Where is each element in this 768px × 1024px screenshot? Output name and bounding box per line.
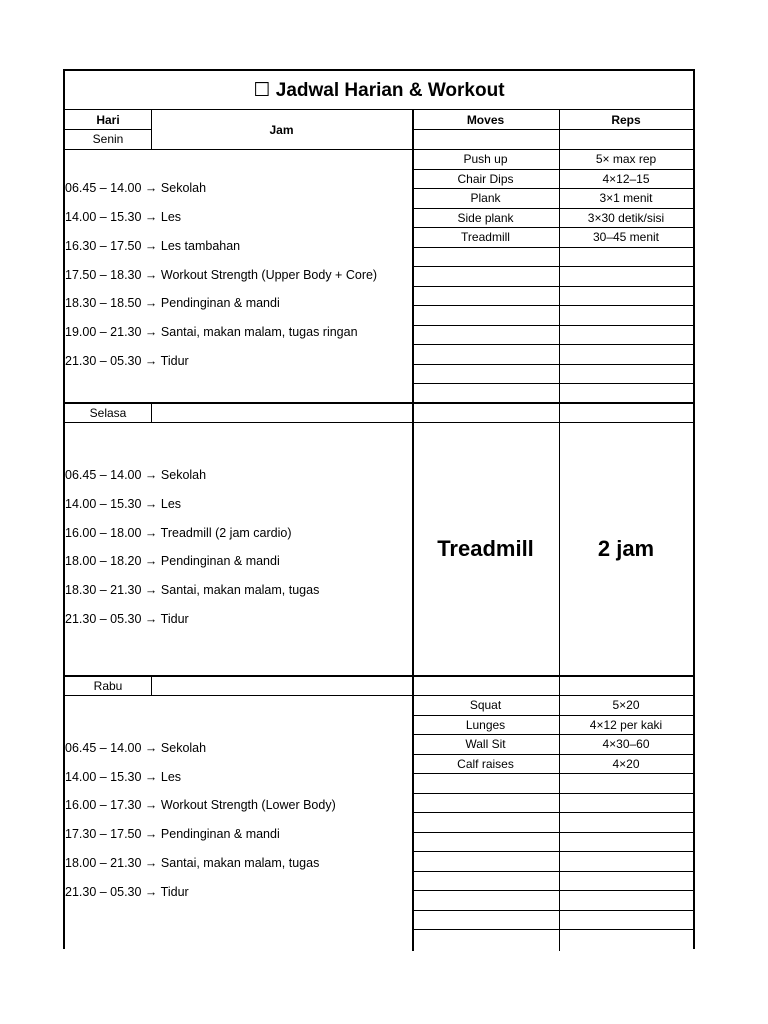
rule [65,402,693,404]
day-rabu: Rabu [93,678,123,693]
schedule-line: 06.45 – 14.00 → Sekolah [65,741,207,755]
reps-cell: 4×20 [612,756,640,771]
day-senin: Senin [92,132,124,146]
rule [412,208,693,209]
schedule-line: 06.45 – 14.00 → Sekolah [65,468,207,482]
move-cell: Push up [463,152,508,166]
move-cell: Plank [470,191,501,205]
big-move: Treadmill [437,536,534,561]
rule [412,188,693,189]
schedule-line: 14.00 – 15.30 → Les [65,210,182,224]
move-cell: Side plank [457,210,514,225]
rule [412,812,693,813]
rule [412,227,693,228]
header-reps: Reps [611,112,641,127]
rule [412,364,693,365]
divider-hari [151,403,152,422]
schedule-line: 18.00 – 18.20 → Pendinginan & mandi [65,554,280,568]
rule [412,832,693,833]
schedule-line: 06.45 – 14.00 → Sekolah [65,181,207,195]
schedule-line: 16.00 – 18.00 → Treadmill (2 jam cardio) [65,526,292,540]
reps-cell: 5×20 [612,698,640,712]
reps-cell: 5× max rep [595,152,657,166]
header-moves: Moves [466,112,505,127]
schedule-line: 14.00 – 15.30 → Les [65,770,182,784]
rule [412,325,693,326]
rule [412,851,693,852]
schedule-line: 19.00 – 21.30 → Santai, makan malam, tugas ringan [65,325,358,339]
header-hari: Hari [96,112,120,127]
rule [412,929,693,930]
schedule-line: 17.30 – 17.50 → Pendinginan & mandi [65,827,280,841]
header-jam: Jam [269,123,294,137]
move-cell: Calf raises [457,756,514,771]
rule [412,773,693,774]
reps-cell: 30–45 menit [592,230,660,244]
rule [65,675,693,677]
schedule-line: 18.30 – 21.30 → Santai, makan malam, tugas [65,583,320,597]
rule [412,871,693,872]
reps-cell: 4×30–60 [602,737,650,751]
rule [412,890,693,891]
schedule-line: 18.30 – 18.50 → Pendinginan & mandi [65,296,280,310]
rule [412,910,693,911]
rule [412,169,693,170]
schedule-line: 21.30 – 05.30 → Tidur [65,612,189,626]
move-cell: Wall Sit [465,737,506,751]
rule [412,305,693,306]
big-reps: 2 jam [597,536,655,561]
schedule-sheet [63,69,695,949]
day-selasa: Selasa [89,405,127,420]
rule [412,754,693,755]
rule [412,793,693,794]
rule [412,715,693,716]
sheet-title: ☐ Jadwal Harian & Workout [65,71,693,110]
rule [412,383,693,384]
move-cell: Treadmill [461,230,510,244]
move-cell: Lunges [465,717,506,732]
reps-cell: 3×30 detik/sisi [587,210,665,225]
rule [412,734,693,735]
reps-cell: 4×12 per kaki [589,717,663,732]
reps-cell: 3×1 menit [599,191,653,205]
schedule-line: 17.50 – 18.30 → Workout Strength (Upper Body + Core) [65,268,378,282]
reps-cell: 4×12–15 [602,171,650,186]
schedule-line: 21.30 – 05.30 → Tidur [65,354,189,368]
divider-hari [151,676,152,695]
schedule-line: 18.00 – 21.30 → Santai, makan malam, tugas [65,856,320,870]
rule [412,286,693,287]
schedule-line: 16.30 – 17.50 → Les tambahan [65,239,241,253]
move-cell: Squat [469,698,502,712]
schedule-line: 16.00 – 17.30 → Workout Strength (Lower Body) [65,798,336,812]
schedule-line: 14.00 – 15.30 → Les [65,497,182,511]
rule [412,266,693,267]
rule [412,129,693,130]
rule [412,344,693,345]
move-cell: Chair Dips [457,171,514,186]
schedule-line: 21.30 – 05.30 → Tidur [65,885,189,899]
rule [412,247,693,248]
